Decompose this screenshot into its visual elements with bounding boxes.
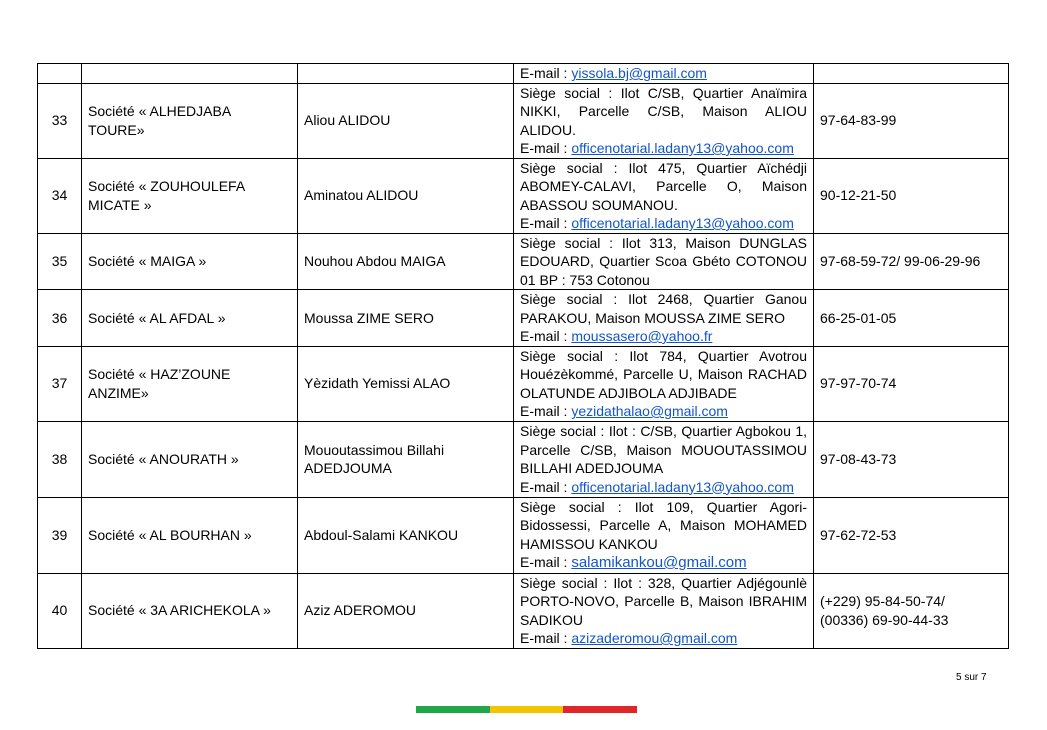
address-line: NIKKI, Parcelle C/SB, Maison ALIOU — [520, 103, 807, 119]
manager-name-line: Aziz ADEROMOU — [304, 602, 417, 619]
manager-cell — [298, 290, 514, 347]
manager-cell — [298, 573, 514, 648]
company-name-line: Société « ALHEDJABA — [88, 103, 232, 119]
table-row — [38, 497, 1009, 573]
email-line — [520, 64, 807, 83]
email-line — [520, 214, 807, 233]
company-name-line: Société « ANOURATH » — [88, 450, 239, 467]
table-row — [38, 64, 1009, 84]
row-number-cell — [38, 346, 82, 421]
company-name-line: Société « MAIGA » — [88, 253, 207, 269]
address-cell — [514, 497, 814, 573]
email-label: E-mail : — [520, 65, 572, 81]
table-row — [38, 158, 1009, 233]
address-line: Siège social : Ilot 109, Quartier Agori- — [520, 498, 807, 515]
email-link[interactable]: azizaderomou@gmail.com — [571, 630, 738, 646]
address-line: Siège social : Ilot 313, Maison DUNGLAS — [520, 234, 807, 251]
row-number: 33 — [51, 112, 68, 129]
email-label: E-mail : — [520, 554, 572, 570]
phone-cell — [814, 290, 1009, 347]
row-number-cell — [38, 64, 82, 84]
address-cell — [514, 83, 814, 158]
manager-name-line: Yèzidath Yemissi ALAO — [304, 375, 451, 392]
phone-number-line: 97-08-43-73 — [820, 450, 897, 467]
address-line: Parcelle C/SB, Maison MOUOUTASSIMOU — [520, 441, 807, 458]
manager-name-line: Aminatou ALIDOU — [304, 187, 419, 204]
email-link[interactable]: yezidathalao@gmail.com — [571, 403, 728, 419]
row-number-cell — [38, 83, 82, 158]
row-number-cell — [38, 290, 82, 347]
address-line: PARAKOU, Maison MOUSSA ZIME SERO — [520, 309, 786, 326]
phone-number-line: 97-97-70-74 — [820, 375, 897, 392]
email-label: E-mail : — [520, 630, 572, 646]
company-cell — [82, 497, 298, 573]
row-number: 37 — [51, 375, 68, 392]
phone-number-line: 66-25-01-05 — [820, 309, 897, 326]
company-name-line: TOURE» — [88, 121, 145, 138]
address-line: SADIKOU — [520, 611, 584, 628]
email-line — [520, 553, 807, 573]
company-cell — [82, 573, 298, 648]
row-number: 40 — [51, 602, 68, 619]
phone-number-line: (00336) 69-90-44-33 — [820, 611, 949, 628]
email-line — [520, 402, 807, 421]
manager-name-line: ADEDJOUMA — [304, 460, 392, 476]
address-line: Siège social : Ilot : 328, Quartier Adjégounlè — [520, 574, 807, 591]
address-line: BILLAHI ADEDJOUMA — [520, 460, 664, 476]
address-line: HAMISSOU KANKOU — [520, 535, 658, 552]
email-label: E-mail : — [520, 478, 572, 495]
address-line: ABOMEY-CALAVI, Parcelle O, Maison — [520, 178, 807, 194]
address-cell — [514, 290, 814, 347]
phone-number-line: (+229) 95-84-50-74/ — [820, 593, 945, 609]
row-number: 39 — [51, 526, 68, 543]
email-line — [520, 478, 807, 497]
address-cell — [514, 346, 814, 421]
company-name-line: Société « AL BOURHAN » — [88, 526, 252, 543]
email-line — [520, 139, 807, 158]
row-number-cell — [38, 233, 82, 290]
company-cell — [82, 346, 298, 421]
phone-number-line: 97-68-59-72/ 99-06-29-96 — [820, 253, 981, 269]
address-line: 01 BP : 753 Cotonou — [520, 271, 650, 288]
email-label: E-mail : — [520, 215, 572, 231]
email-link[interactable]: yissola.bj@gmail.com — [571, 65, 707, 81]
address-line: PORTO-NOVO, Parcelle B, Maison IBRAHIM — [520, 593, 807, 609]
email-line — [520, 327, 807, 346]
row-number: 38 — [51, 450, 68, 467]
email-label: E-mail : — [520, 140, 572, 156]
phone-cell — [814, 421, 1009, 497]
phone-number-line: 97-64-83-99 — [820, 112, 897, 129]
address-cell — [514, 421, 814, 497]
company-cell — [82, 233, 298, 290]
email-link[interactable]: moussasero@yahoo.fr — [571, 328, 713, 344]
company-name-line: ANZIME» — [88, 384, 149, 401]
companies-table — [37, 63, 1009, 649]
row-number: 36 — [51, 309, 68, 326]
company-cell — [82, 290, 298, 347]
address-line: Siège social : Ilot : C/SB, Quartier Agbokou 1, — [520, 423, 807, 439]
email-line — [520, 629, 807, 648]
phone-cell — [814, 346, 1009, 421]
phone-cell — [814, 573, 1009, 648]
phone-cell — [814, 83, 1009, 158]
address-line: ABASSOU SOUMANOU. — [520, 196, 678, 213]
phone-cell — [814, 158, 1009, 233]
email-label: E-mail : — [520, 328, 572, 344]
address-cell — [514, 64, 814, 84]
address-line: Siège social : Ilot 475, Quartier Aïchédji — [520, 159, 807, 176]
manager-cell — [298, 421, 514, 497]
manager-name-line: Mououtassimou Billahi — [304, 441, 445, 458]
manager-name-line: Abdoul-Salami KANKOU — [304, 526, 459, 543]
manager-name-line: Aliou ALIDOU — [304, 112, 391, 129]
address-line: Bidossessi, Parcelle A, Maison MOHAMED — [520, 517, 807, 533]
address-cell — [514, 573, 814, 648]
email-link[interactable]: officenotarial.ladany13@yahoo.com — [571, 140, 794, 156]
email-link[interactable]: salamikankou@gmail.com — [571, 554, 747, 571]
address-line: Houézèkommé, Parcelle U, Maison RACHAD — [520, 366, 807, 382]
company-name-line: Société « AL AFDAL » — [88, 309, 226, 326]
table-body — [38, 64, 1009, 649]
table-row — [38, 83, 1009, 158]
flag-color-bar — [416, 706, 637, 713]
phone-cell — [814, 233, 1009, 290]
manager-cell — [298, 233, 514, 290]
company-cell — [82, 83, 298, 158]
row-number-cell — [38, 573, 82, 648]
company-cell — [82, 64, 298, 84]
flag-yellow-stripe — [490, 706, 564, 713]
manager-name-line: Moussa ZIME SERO — [304, 309, 434, 326]
phone-number-line: 97-62-72-53 — [820, 526, 897, 543]
address-line: Siège social : Ilot 2468, Quartier Ganou — [520, 291, 807, 307]
manager-name-line: Nouhou Abdou MAIGA — [304, 253, 446, 269]
company-name-line: MICATE » — [88, 196, 152, 213]
flag-green-stripe — [416, 706, 490, 713]
table-row — [38, 421, 1009, 497]
company-name-line: Société « HAZ’ZOUNE — [88, 366, 231, 382]
flag-red-stripe — [563, 706, 637, 713]
phone-cell — [814, 497, 1009, 573]
row-number: 34 — [51, 187, 68, 204]
table-row — [38, 233, 1009, 290]
address-line: OLATUNDE ADJIBOLA ADJIBADE — [520, 384, 737, 401]
table-row — [38, 346, 1009, 421]
phone-number-line: 90-12-21-50 — [820, 187, 897, 204]
row-number-cell — [38, 497, 82, 573]
address-line: ALIDOU. — [520, 121, 577, 138]
company-name-line: Société « ZOUHOULEFA — [88, 178, 246, 194]
address-line: EDOUARD, Quartier Scoa Gbéto COTONOU — [520, 253, 807, 269]
row-number-cell — [38, 158, 82, 233]
email-label: E-mail : — [520, 403, 572, 419]
company-name-line: Société « 3A ARICHEKOLA » — [88, 602, 271, 619]
manager-cell — [298, 346, 514, 421]
address-line: Siège social : Ilot C/SB, Quartier Anaïmira — [520, 84, 807, 101]
manager-cell — [298, 83, 514, 158]
address-cell — [514, 158, 814, 233]
table-row — [38, 290, 1009, 347]
company-cell — [82, 421, 298, 497]
phone-cell — [814, 64, 1009, 84]
email-link[interactable]: officenotarial.ladany13@yahoo.com — [571, 478, 794, 495]
manager-cell — [298, 497, 514, 573]
manager-cell — [298, 158, 514, 233]
row-number: 35 — [51, 253, 68, 269]
company-cell — [82, 158, 298, 233]
row-number-cell — [38, 421, 82, 497]
address-line: Siège social : Ilot 784, Quartier Avotrou — [520, 347, 807, 364]
email-link[interactable]: officenotarial.ladany13@yahoo.com — [571, 215, 794, 231]
address-cell — [514, 233, 814, 290]
manager-cell — [298, 64, 514, 84]
page-number: 5 sur 7 — [956, 672, 987, 683]
table-row — [38, 573, 1009, 648]
